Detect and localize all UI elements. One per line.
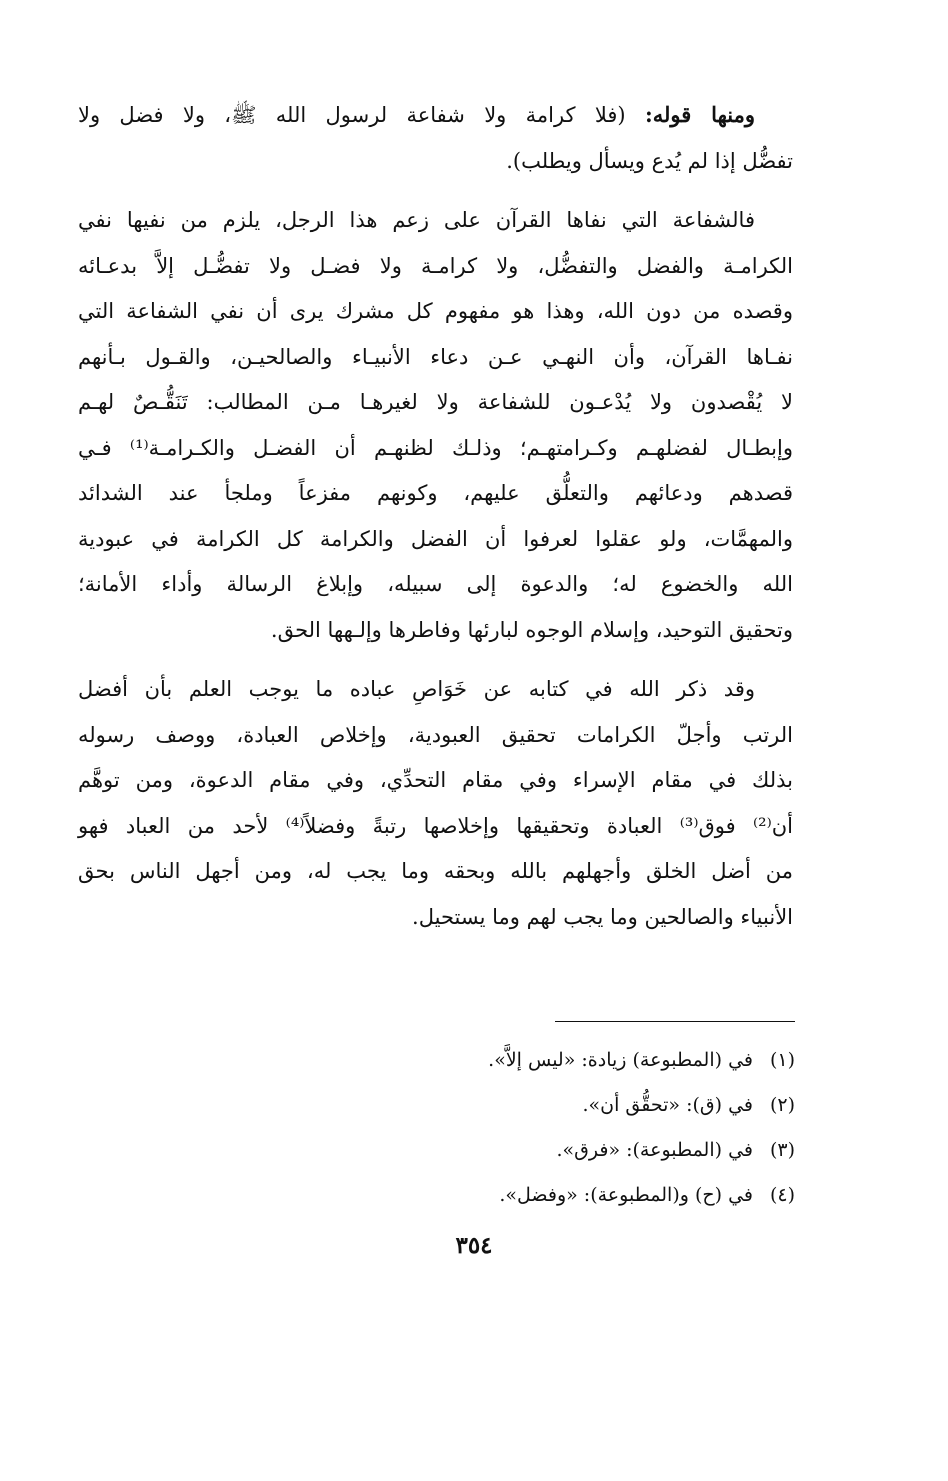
footnote-text: في (ق): «تحقُّق أن». (582, 1094, 753, 1116)
paragraph-3-line: من أضل الخلق وأجهلهم بالله وبحقه وما يجب له، ومن أجهل الناس بحق (78, 859, 793, 883)
paragraph-2-line: لا يُقْصدون ولا يُدْعـون للشفاعة ولا لغيرهـا مـن المطالب: تَنَقُّـصٌ لهـم (78, 390, 793, 414)
footnote-text: في (المطبوعة): «فرق». (556, 1139, 753, 1161)
paragraph-2-line: قصدهم ودعائهم والتعلُّق عليهم، وكونهم مفزعاً وملجأ عند الشدائد (78, 481, 793, 505)
paragraph-1-line-2: تفضُّل إذا لم يُدع ويسأل ويطلب). (506, 148, 793, 173)
page-body (78, 92, 793, 954)
paragraph-3-line: وقد ذكر الله في كتابه عن خَوَاصِ عباده ما يوجب العلم بأن أفضل (78, 677, 755, 701)
footnote-item (300, 1038, 795, 1083)
paragraph-3-line: الأنبياء والصالحين وما يجب لهم وما يستحيل. (412, 904, 793, 929)
paragraph-2-line: والمهمَّات، ولو عقلوا لعرفوا أن الفضل والكرامة كل الكرامة في عبودية (78, 526, 793, 551)
paragraph-3-line: الرتب وأجلّ الكرامات تحقيق العبودية، وإخلاص العبادة، ووصف رسوله (78, 722, 793, 747)
footnote-text: في (ح) و(المطبوعة): «وفضل». (499, 1184, 753, 1206)
footnote-number: (١) (769, 1049, 795, 1071)
paragraph-3-line: بذلك في مقام الإسراء وفي مقام التحدِّي، وفي مقام الدعوة، ومن توهَّم (78, 768, 793, 792)
footnote-item (300, 1083, 795, 1128)
paragraph-2-line: وقصده من دون الله، وهذا هو مفهوم كل مشرك يرى أن نفي الشفاعة التي (78, 299, 793, 323)
page-number: ٣٥٤ (455, 1232, 493, 1259)
paragraph-3-line: أن⁽²⁾ فوق⁽³⁾ العبادة وتحقيقها وإخلاصها رتبةً وفضلاً⁽⁴⁾ لأحد من العباد فهو (78, 813, 794, 838)
paragraph-1 (78, 92, 793, 184)
paragraph-1-line-1 (78, 92, 793, 139)
footnote-number: (٢) (769, 1094, 795, 1116)
paragraph-2-line: الله والخضوع له؛ والدعوة إلى سبيله، وإبلاغ الرسالة وأداء الأمانة؛ (78, 572, 793, 596)
footnotes (300, 1038, 795, 1218)
paragraph-2 (78, 198, 793, 653)
paragraph-1-line-1-text: (فلا كرامة ولا شفاعة لرسول الله ﷺ، ولا فضل ولا (78, 103, 626, 127)
paragraph-2-line: وتحقيق التوحيد، وإسلام الوجوه لبارئها وفاطرها وإلـهها الحق. (270, 617, 793, 642)
paragraph-2-line: وإبطـال لفضلهـم وكـرامتهـم؛ وذلـك لظنهـم أن الفضـل والكـرامـة⁽¹⁾ فـي (78, 435, 793, 460)
footnote-number: (٤) (769, 1184, 795, 1206)
footnote-item (300, 1173, 795, 1218)
paragraph-2-line: الكرامـة والفضل والتفضُّل، ولا كرامـة ولا فضـل ولا تفضُّـل إلاَّ بدعـائه (78, 253, 793, 278)
paragraph-3 (78, 667, 793, 940)
paragraph-1-lead: ومنها قوله: (644, 102, 755, 127)
paragraph-2-line: نفـاها القرآن، وأن النهـي عـن دعاء الأنبيـاء والصالحيـن، والقـول بـأنهم (78, 344, 793, 369)
footnote-number: (٣) (769, 1139, 795, 1161)
footnote-separator (555, 1021, 795, 1022)
footnote-item (300, 1128, 795, 1173)
paragraph-2-line: فالشفاعة التي نفاها القرآن على زعم هذا الرجل، يلزم من نفيها نفي (78, 208, 755, 232)
footnote-text: في (المطبوعة) زيادة: «ليس إلاَّ». (488, 1049, 753, 1071)
